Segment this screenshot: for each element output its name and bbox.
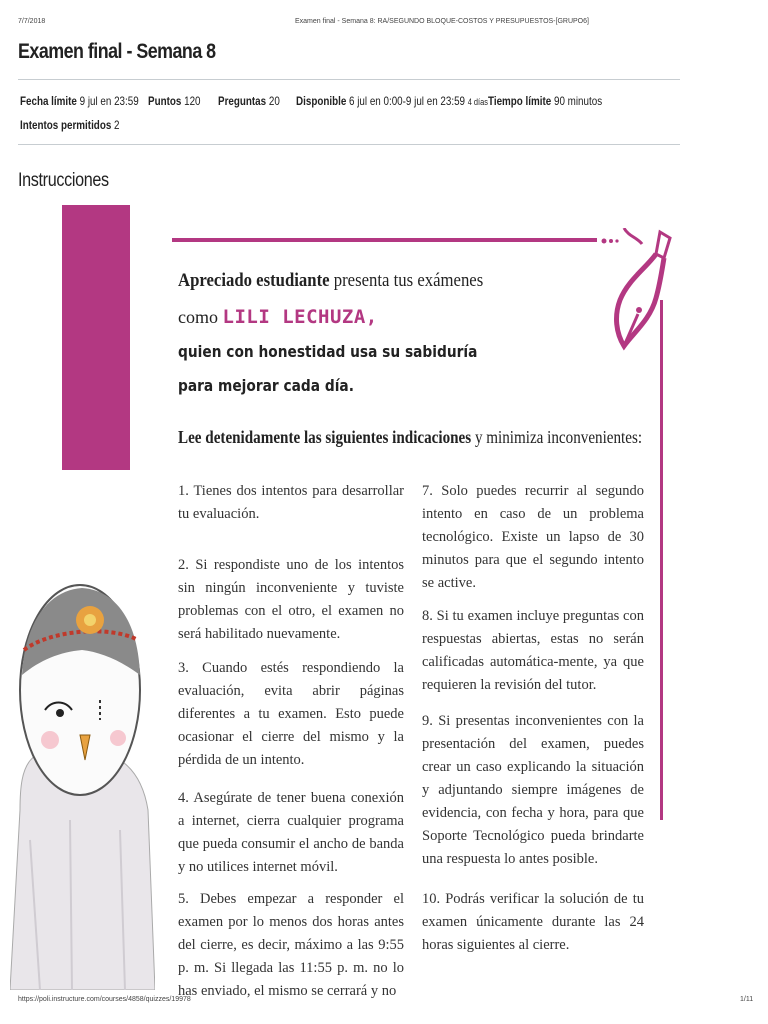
- instruction-item: [178, 787, 404, 879]
- greeting-bold: Apreciado estudiante: [178, 270, 330, 291]
- divider: [18, 144, 680, 145]
- meta-label: Preguntas: [218, 94, 267, 108]
- instruction-item: [422, 605, 644, 697]
- print-page-number: 1/11: [740, 996, 754, 1003]
- meta-value: 6 jul en 0:00-9 jul en 23:59: [349, 94, 466, 108]
- greeting-line: [178, 270, 483, 292]
- instruction-item: [422, 888, 644, 957]
- meta-label: Fecha límite: [20, 94, 77, 108]
- decorative-block: [62, 205, 130, 470]
- meta-label: Tiempo límite: [488, 94, 552, 108]
- decorative-line: [660, 300, 663, 820]
- page-title: Examen final - Semana 8: [18, 40, 216, 63]
- meta-questions: [218, 94, 280, 108]
- instruction-text: 7. Solo puedes recurrir al segundo intento en caso de un problema tecnológico. Existe un lapso de 30 minutos para que el segundo intento se active.: [422, 483, 644, 591]
- instruction-text: 4. Asegúrate de tener buena conexión a internet, cierra cualquier programa que pueda consumir el ancho de banda y no utilices internet móvil.: [178, 790, 404, 875]
- meta-available: [296, 94, 488, 108]
- meta-days: 4 días: [467, 97, 488, 107]
- instructions-intro: [178, 427, 642, 448]
- instruction-text: 10. Podrás verificar la solución de tu examen únicamente durante las 24 horas siguientes al cierre.: [422, 891, 644, 953]
- greeting-como: como: [178, 307, 223, 327]
- meta-value: 20: [268, 94, 280, 108]
- divider: [18, 79, 680, 80]
- print-doc-title: Examen final - Semana 8: RA/SEGUNDO BLOQUE-COSTOS Y PRESUPUESTOS-[GRUPO6]: [295, 18, 589, 25]
- instruction-item: [422, 480, 644, 595]
- meta-value: 90 minutos: [553, 94, 603, 108]
- instruction-item: [178, 657, 404, 772]
- greeting-line-3: quien con honestidad usa su sabiduría: [178, 342, 478, 361]
- greeting-name-line: [178, 306, 378, 328]
- greeting-rest: presenta tus exámenes: [329, 270, 484, 291]
- mascot-name: LILI LECHUZA,: [222, 306, 378, 328]
- intro-bold: Lee detenidamente las siguientes indicaciones: [178, 427, 472, 447]
- meta-label: Intentos permitidos: [20, 118, 112, 132]
- instruction-item: [178, 554, 404, 646]
- instruction-text: 2. Si respondiste uno de los intentos sin ningún inconveniente y tuviste problemas con el otro, el examen no será habilitado nuevamente.: [178, 557, 404, 642]
- instruction-text: 5. Debes empezar a responder el examen por lo menos dos horas antes del cierre, es decir, máximo a las 9:55 p. m. Si llegada las 11:55 p. m. no lo has enviado, el mismo se cerrará y no: [178, 891, 404, 999]
- instructions-heading: Instrucciones: [18, 170, 109, 191]
- meta-value: 9 jul en 23:59: [79, 94, 139, 108]
- meta-attempts: [20, 118, 120, 132]
- instruction-text: 8. Si tu examen incluye preguntas con respuestas abiertas, estas no serán calificadas automática-mente, ya que requieren la revisión del tutor.: [422, 608, 644, 693]
- instruction-text: 3. Cuando estés respondiendo la evaluación, evita abrir páginas diferentes a tu examen. Esto puede ocasionar el cierre del mismo y la pérdida de un intento.: [178, 660, 404, 768]
- instruction-item: [178, 888, 404, 1003]
- instruction-text: 9. Si presentas inconvenientes con la presentación del examen, puedes crear un caso explicando la situación y adjuntando siempre imágenes de evidencia, con fecha y hora, para que Soporte Tecnológico pueda brindarte una respuesta lo antes posible.: [422, 713, 644, 867]
- meta-due-date: [20, 94, 139, 108]
- decorative-line: [172, 238, 597, 242]
- meta-value: 2: [114, 118, 120, 132]
- meta-label: Disponible: [296, 94, 347, 108]
- print-url: https://poli.instructure.com/courses/4858/quizzes/19978: [18, 996, 191, 1003]
- greeting-line-4: para mejorar cada día.: [178, 376, 354, 395]
- meta-label: Puntos: [148, 94, 182, 108]
- instruction-item: [422, 710, 644, 871]
- meta-points: [148, 94, 201, 108]
- intro-rest: y minimiza inconvenientes:: [471, 427, 643, 447]
- meta-time-limit: [488, 94, 602, 108]
- print-date: 7/7/2018: [18, 18, 46, 25]
- owl-mascot-illustration: [10, 580, 155, 990]
- meta-value: 120: [184, 94, 201, 108]
- instruction-text: 1. Tienes dos intentos para desarrollar tu evaluación.: [178, 483, 404, 522]
- instruction-item: [178, 480, 404, 526]
